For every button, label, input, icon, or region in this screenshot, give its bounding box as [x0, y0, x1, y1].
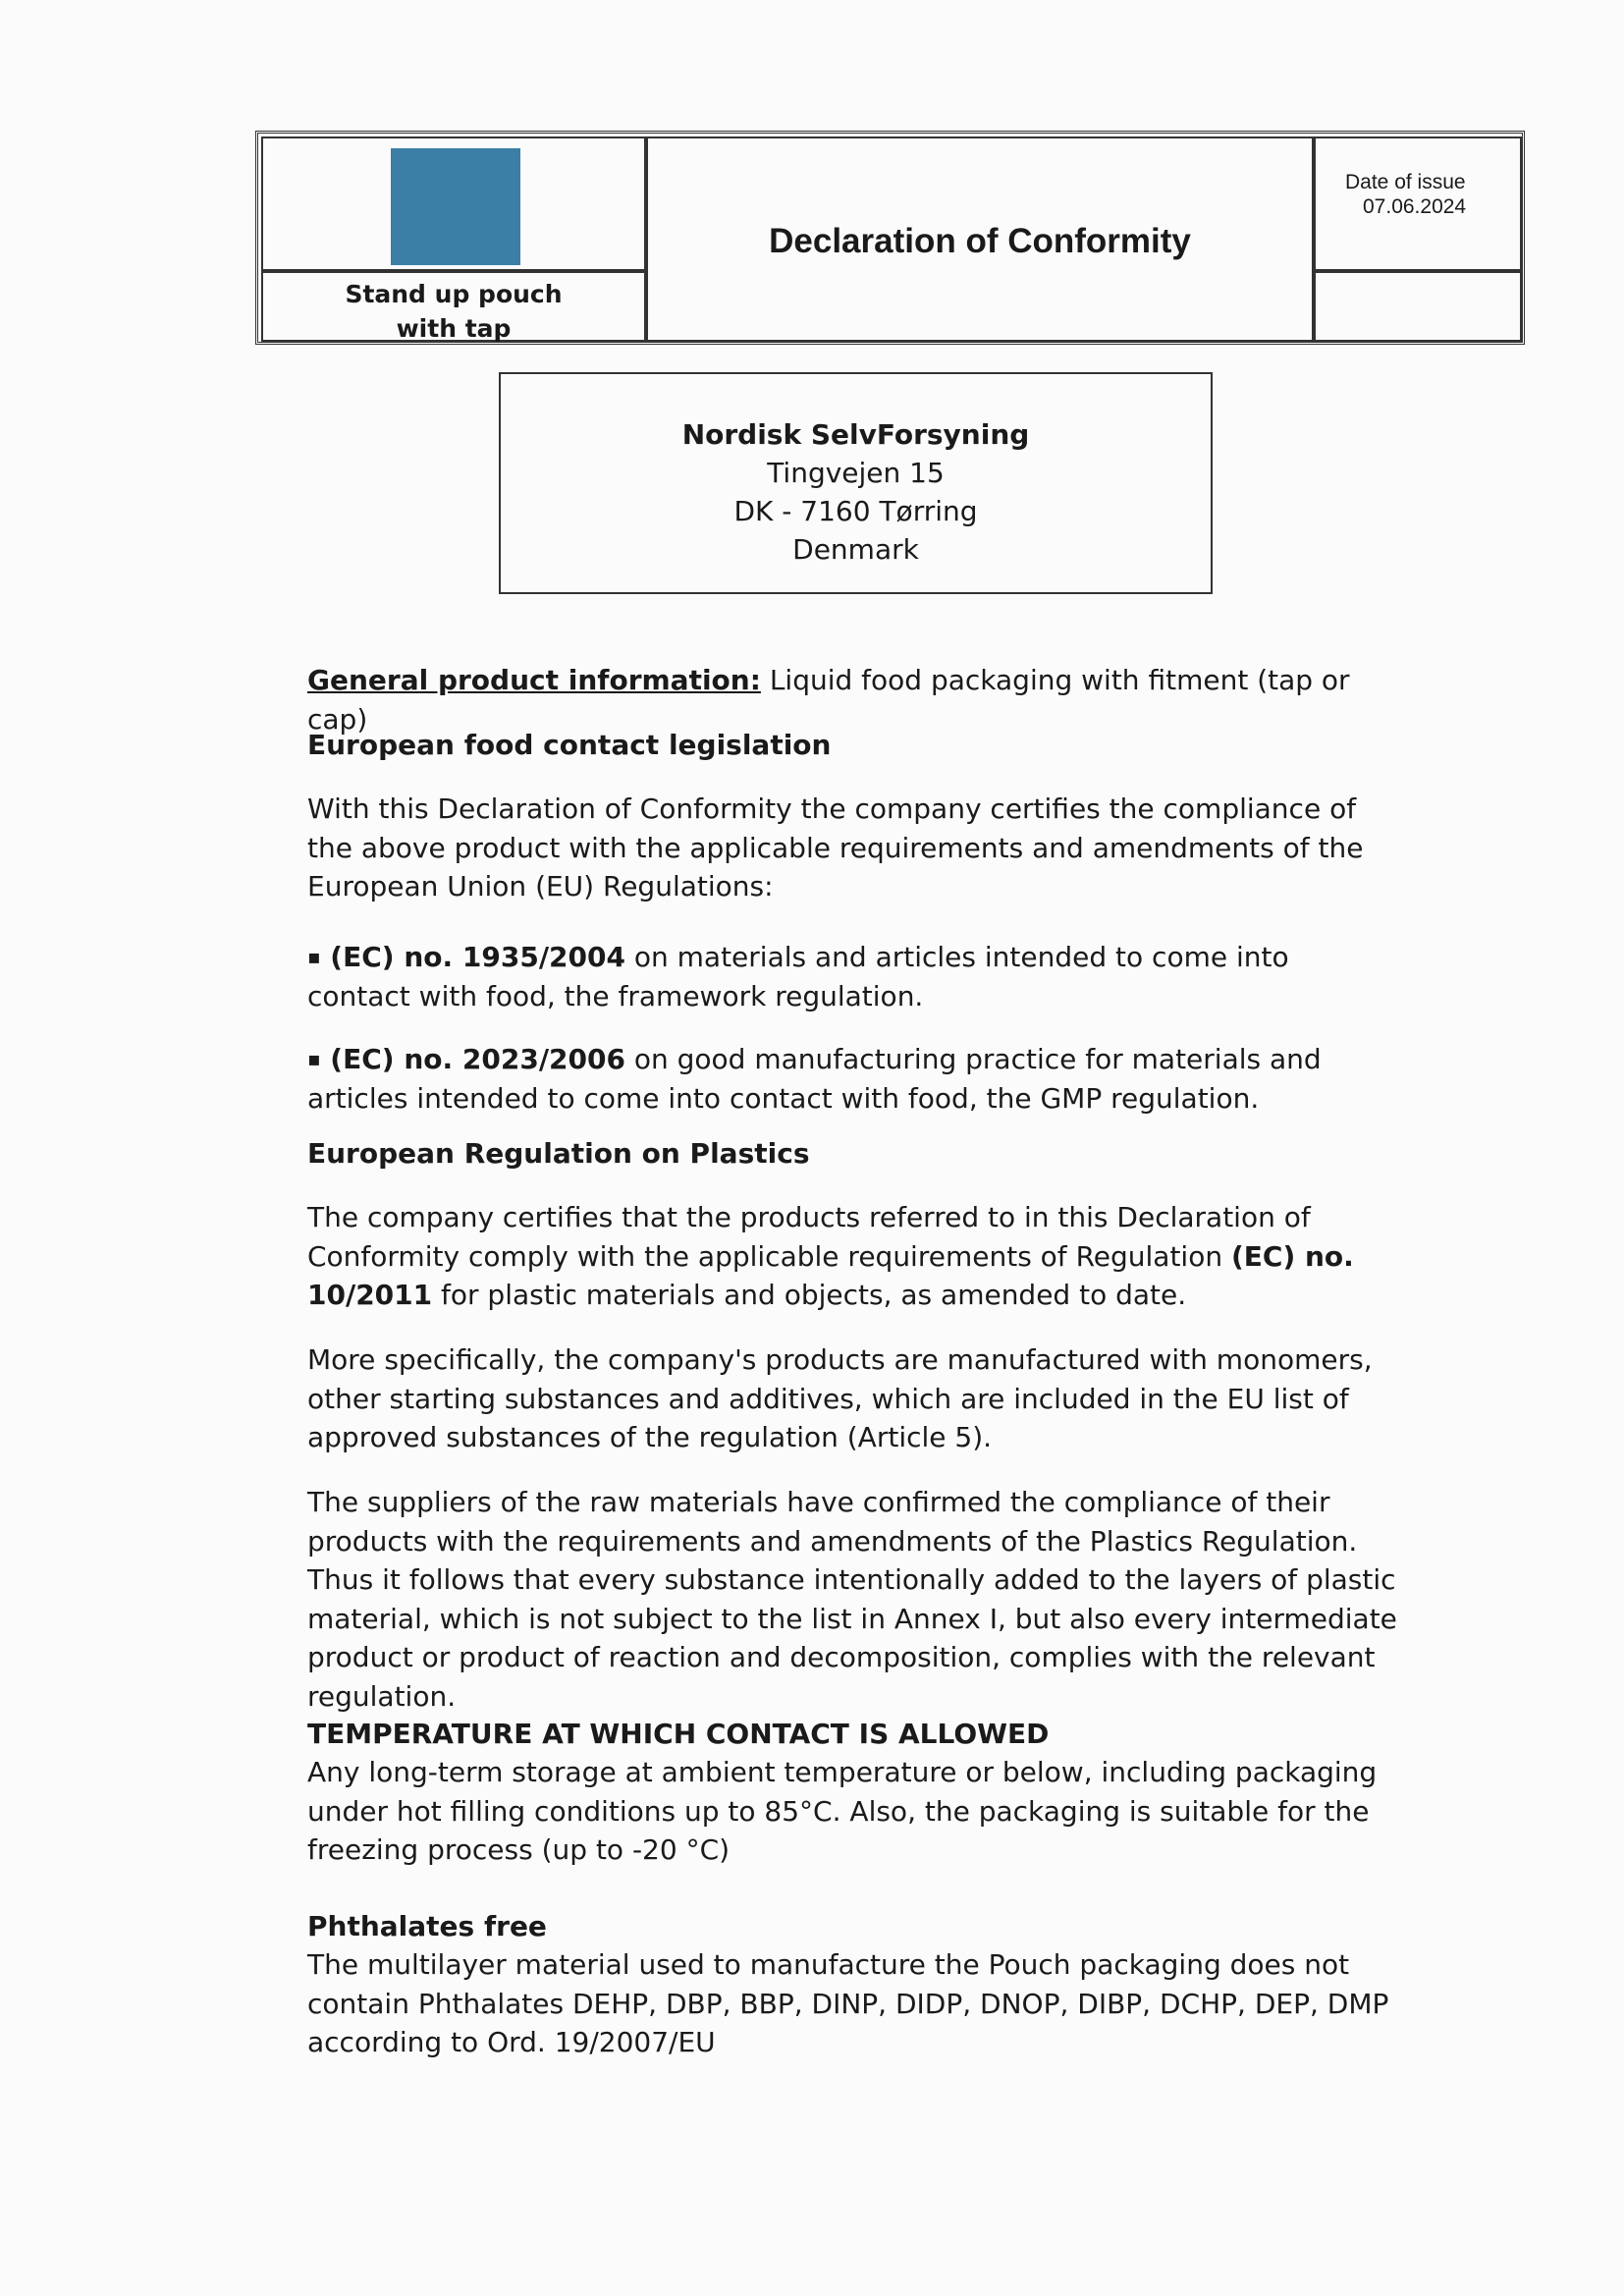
logo-cell	[261, 137, 646, 271]
general-info-text: Liquid food packaging with fitment (tap or cap)	[307, 664, 1350, 736]
plastics-p1-text-end: for plastic materials and objects, as amended to date.	[432, 1279, 1187, 1311]
plastics-regulation-code: (EC) no. 10/2011	[307, 1239, 1354, 1311]
plastics-paragraph-1	[307, 1198, 1397, 1315]
product-label-cell	[261, 271, 646, 342]
temperature-text: Any long-term storage at ambient temperature or below, including packaging under hot filling conditions up to 85°C. Also, the packaging is suitable for the freezing process (up to -20 °C)	[307, 1756, 1378, 1866]
bullet-marker: ▪	[307, 945, 321, 968]
document-title: Declaration of Conformity	[769, 222, 1191, 260]
date-label: Date of issue	[1345, 171, 1466, 193]
product-label-line1: Stand up pouch	[345, 280, 563, 308]
bullet-marker: ▪	[307, 1047, 321, 1070]
product-logo	[391, 148, 520, 265]
temperature-heading: TEMPERATURE AT WHICH CONTACT IS ALLOWED	[307, 1718, 1050, 1750]
eu-food-intro: With this Declaration of Conformity the company certifies the compliance of the above product with the applicable requirements and amendments of the European Union (EU) Regulations:	[307, 793, 1364, 902]
regulation-text: on materials and articles intended to come into contact with food, the framework regulation.	[307, 941, 1289, 1012]
date-value: 07.06.2024	[1363, 195, 1467, 218]
product-label	[263, 277, 644, 346]
regulation-bullet	[307, 1040, 1397, 1118]
regulation-bullet	[307, 938, 1397, 1015]
address-box	[499, 372, 1213, 594]
general-info-label: General product information:	[307, 664, 761, 696]
address-city: DK - 7160 Tørring	[733, 495, 978, 527]
product-label-line2: with tap	[396, 314, 512, 343]
eu-food-heading: European food contact legislation	[307, 729, 832, 761]
address-street: Tingvejen 15	[767, 457, 945, 489]
date-cell	[1314, 137, 1522, 271]
phthalates-text: The multilayer material used to manufacture the Pouch packaging does not contain Phthalates DEHP, DBP, BBP, DINP, DIDP, DNOP, DIBP, DCHP, DEP, DMP according to Ord. 19/2007/EU	[307, 1948, 1389, 2058]
phthalates-heading: Phthalates free	[307, 1910, 547, 1942]
title-cell	[646, 137, 1314, 342]
plastics-heading: European Regulation on Plastics	[307, 1137, 810, 1170]
address-country: Denmark	[792, 533, 919, 566]
plastics-paragraph-2: More specifically, the company's products are manufactured with monomers, other starting substances and additives, which are included in the EU list of approved substances of the regulation (Article 5).	[307, 1343, 1373, 1453]
regulation-text: on good manufacturing practice for materials and articles intended to come into contact with food, the GMP regulation.	[307, 1043, 1322, 1115]
empty-cell	[1314, 271, 1522, 342]
regulation-code: (EC) no. 1935/2004	[320, 941, 625, 973]
plastics-p1-text: The company certifies that the products referred to in this Declaration of Conformity comply with the applicable requirements of Regulation	[307, 1201, 1311, 1273]
regulation-code: (EC) no. 2023/2006	[320, 1043, 625, 1075]
header-table	[255, 131, 1525, 345]
company-name: Nordisk SelvForsyning	[681, 418, 1030, 451]
plastics-paragraph-3: The suppliers of the raw materials have confirmed the compliance of their products with the requirements and amendments of the Plastics Regulation. Thus it follows that every substance intentionally added to the layers of plastic material, which is not subject to the list in Annex I, but also every intermediate product or product of reaction and decomposition, complies with the relevant regulation.	[307, 1486, 1397, 1713]
date-of-issue	[1345, 170, 1466, 219]
